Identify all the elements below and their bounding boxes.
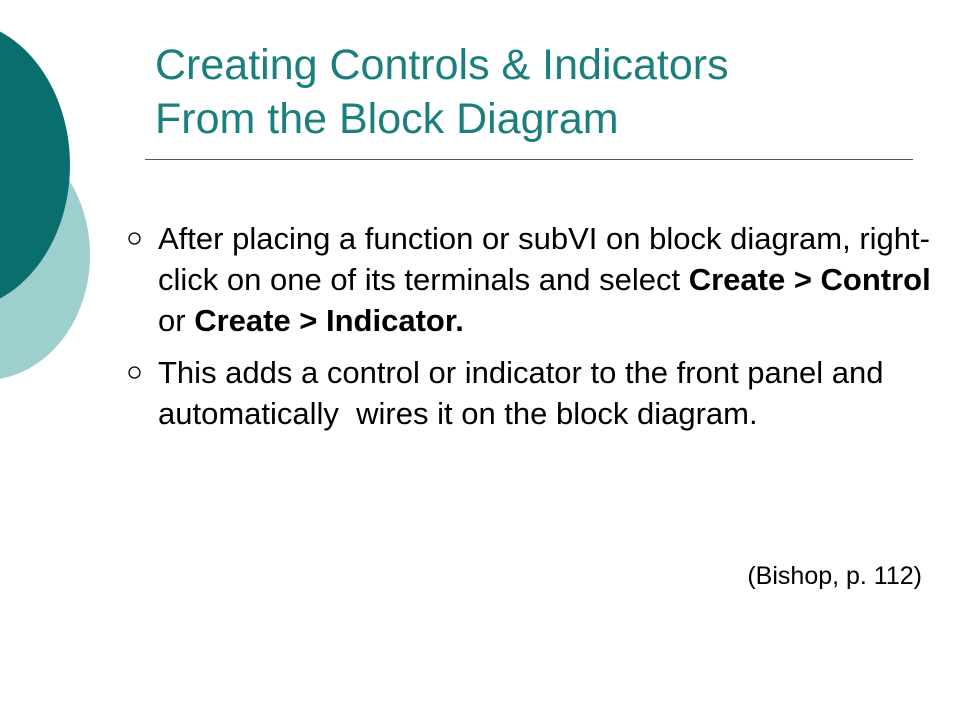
- slide-title-line-1: Creating Controls & Indicators: [155, 41, 729, 89]
- bullet-list: [128, 218, 938, 445]
- bullet-1-create-indicator: Create > Indicator.: [194, 303, 464, 338]
- bullet-text-2: [158, 352, 938, 434]
- bullet-1-text-intro: After placing a function or subVI on block diagram, right-click on one of its terminals and select: [158, 221, 930, 297]
- bullet-item-2: [128, 352, 938, 434]
- slide-title: [155, 38, 935, 146]
- bullet-item-1: [128, 218, 938, 341]
- hollow-circle-bullet-icon: [128, 366, 141, 379]
- slide-title-line-2: From the Block Diagram: [155, 95, 619, 143]
- bullet-2-text: This adds a control or indicator to the front panel and automatically wires it on the block diagram.: [158, 355, 893, 431]
- citation: (Bishop, p. 112): [747, 562, 922, 590]
- bullet-1-text-or: or: [158, 303, 195, 338]
- bullet-text-1: [158, 218, 938, 341]
- title-underline: [145, 159, 913, 160]
- bullet-1-create-control: Create > Control: [688, 262, 931, 297]
- hollow-circle-bullet-icon: [128, 232, 141, 245]
